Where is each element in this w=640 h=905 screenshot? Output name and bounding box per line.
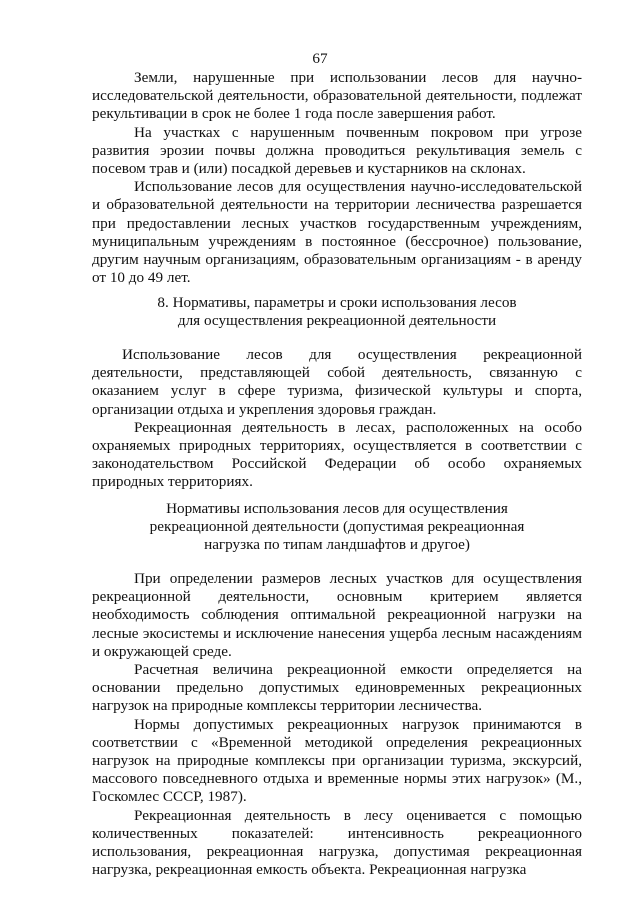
paragraph: Земли, нарушенные при использовании лесов для научно-исследовательской деятельности, образовательной деятельности, подлежат рекультивации в срок не более 1 года после завершения работ. — [92, 69, 582, 123]
paragraph: Рекреационная деятельность в лесах, расположенных на особо охраняемых природных территориях, осуществляется в соответствии с законодательством Российской Федерации об особо охраняемых природных территориях. — [92, 418, 582, 491]
section-3 — [92, 570, 582, 879]
paragraph: Использование лесов для осуществления научно-исследовательской и образовательной деятельности на территории лесничества разрешается при предоставлении лесных участков государственным учреждениям, муниципальным учреждениям в постоянное (бессрочное) пользование, другим научным организациям, образовательным организациям - в аренду от 10 до 49 лет. — [92, 178, 582, 287]
page-number: 67 — [312, 50, 328, 67]
heading-line: 8. Нормативы, параметры и сроки использования лесов — [157, 294, 517, 311]
paragraph: При определении размеров лесных участков для осуществления рекреационной деятельности, основным критерием является необходимость соблюдения оптимальной рекреационной нагрузки на лесные экосистемы и исключение нанесения ущерба лесным насаждениям и окружающей среде. — [92, 570, 582, 660]
paragraph: На участках с нарушенным почвенным покровом при угрозе развития эрозии почвы должна проводиться рекультивация земель с посевом трав и (или) посадкой деревьев и кустарников на склонах. — [92, 123, 582, 178]
paragraph: Использование лесов для осуществления рекреационной деятельности, представляющей собой деятельность, связанную с оказанием услуг в сфере туризма, физической культуры и спорта, организации отдыха и укрепления здоровья граждан. — [92, 346, 582, 418]
section-1 — [92, 69, 582, 287]
paragraph: Нормы допустимых рекреационных нагрузок принимаются в соответствии с «Временной методикой определения рекреационных нагрузок на природные комплексы при организации туризма, экскурсий, массового повседневного отдыха и временные нормы этих нагрузок» (М., Госкомлес СССР, 1987). — [92, 715, 582, 806]
section-heading-8 — [92, 294, 582, 330]
heading-line: для осуществления рекреационной деятельности — [177, 312, 497, 330]
heading-line: нагрузка по типам ландшафтов и другое) — [204, 536, 470, 554]
heading-line: Нормативы использования лесов для осуществления — [166, 500, 508, 517]
heading-line: рекреационной деятельности (допустимая рекреационная — [149, 518, 525, 536]
section-2 — [92, 346, 582, 492]
paragraph: Расчетная величина рекреационной емкости определяется на основании предельно допустимых единовременных рекреационных нагрузок на природные комплексы территории лесничества. — [92, 661, 582, 715]
paragraph: Рекреационная деятельность в лесу оценивается с помощью количественных показателей: интенсивность рекреационного использования, рекреационная нагрузка, допустимая рекреационная нагрузка, рекреационная емкость объекта. Рекреационная нагрузка — [92, 806, 582, 879]
subsection-heading-norms — [92, 500, 582, 555]
